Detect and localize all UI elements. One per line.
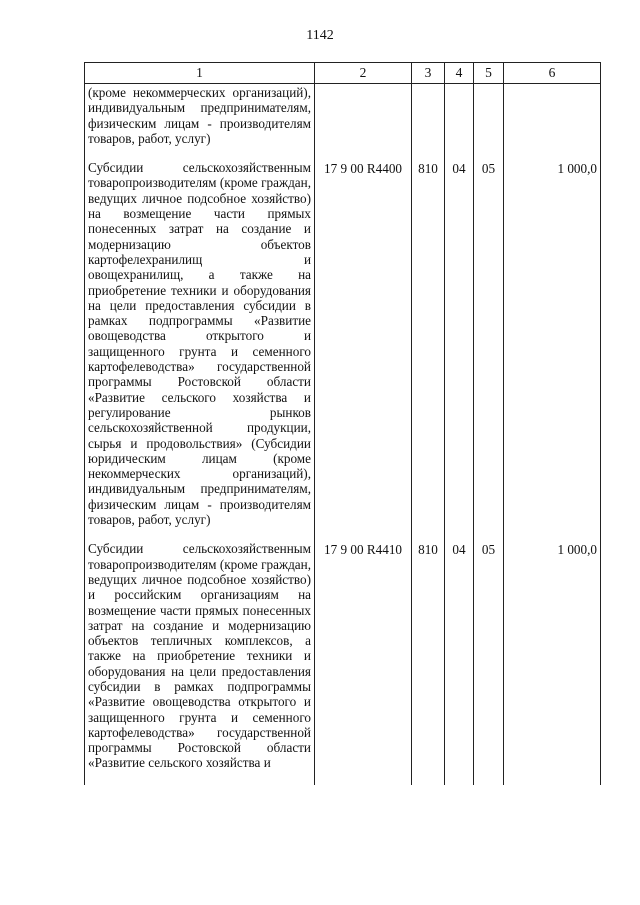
column-header-2: 2	[315, 63, 412, 84]
expense-type: 810	[412, 160, 445, 541]
table-header	[85, 63, 601, 84]
amount: 1 000,0	[504, 541, 601, 784]
expense-type: 810	[412, 541, 445, 784]
column-header-4: 4	[445, 63, 474, 84]
section-code: 04	[445, 160, 474, 541]
column-header-6: 6	[504, 63, 601, 84]
table-row	[85, 541, 601, 784]
column-header-5: 5	[474, 63, 504, 84]
column-header-1: 1	[85, 63, 315, 84]
empty-cell	[445, 84, 474, 161]
amount: 1 000,0	[504, 160, 601, 541]
target-article-code: 17 9 00 R4410	[315, 541, 412, 784]
subsection-code: 05	[474, 160, 504, 541]
table-row-continued	[85, 84, 601, 161]
target-article-code: 17 9 00 R4400	[315, 160, 412, 541]
empty-cell	[412, 84, 445, 161]
subsection-code: 05	[474, 541, 504, 784]
empty-cell	[315, 84, 412, 161]
column-header-3: 3	[412, 63, 445, 84]
section-code: 04	[445, 541, 474, 784]
empty-cell	[504, 84, 601, 161]
table-row	[85, 160, 601, 541]
row-description: (кроме некоммерческих организаций), индивидуальным предпринимателям, физическим лицам - производителям товаров, работ, услуг)	[85, 84, 315, 161]
empty-cell	[474, 84, 504, 161]
row-description: Субсидии сельскохозяйственным товаропроизводителям (кроме граждан, ведущих личное подсобное хозяйство) и российским организациям на возмещение части прямых понесенных затрат на создание и модернизацию объектов тепличных комплексов, а также на приобретение техники и оборудования на цели предоставления субсидии в рамках подпрограммы «Развитие овощеводства открытого и защищенного грунта и семенного картофелеводства» государственной программы Ростовской области «Развитие сельского хозяйства и	[85, 541, 315, 784]
budget-table	[84, 62, 601, 785]
page-number: 1142	[306, 28, 334, 43]
row-description: Субсидии сельскохозяйственным товаропроизводителям (кроме граждан, ведущих личное подсобное хозяйство) на возмещение части прямых понесенных затрат на создание и модернизацию объектов картофелехранилищ и овощехранилищ, а также на приобретение техники и оборудования на цели предоставления субсидии в рамках подпрограммы «Развитие овощеводства открытого и защищенного грунта и семенного картофелеводства» государственной программы Ростовской области «Развитие сельского хозяйства и регулирование рынков сельскохозяйственной продукции, сырья и продовольствия» (Субсидии юридическим лицам (кроме некоммерческих организаций), индивидуальным предпринимателям, физическим лицам - производителям товаров, работ, услуг)	[85, 160, 315, 541]
